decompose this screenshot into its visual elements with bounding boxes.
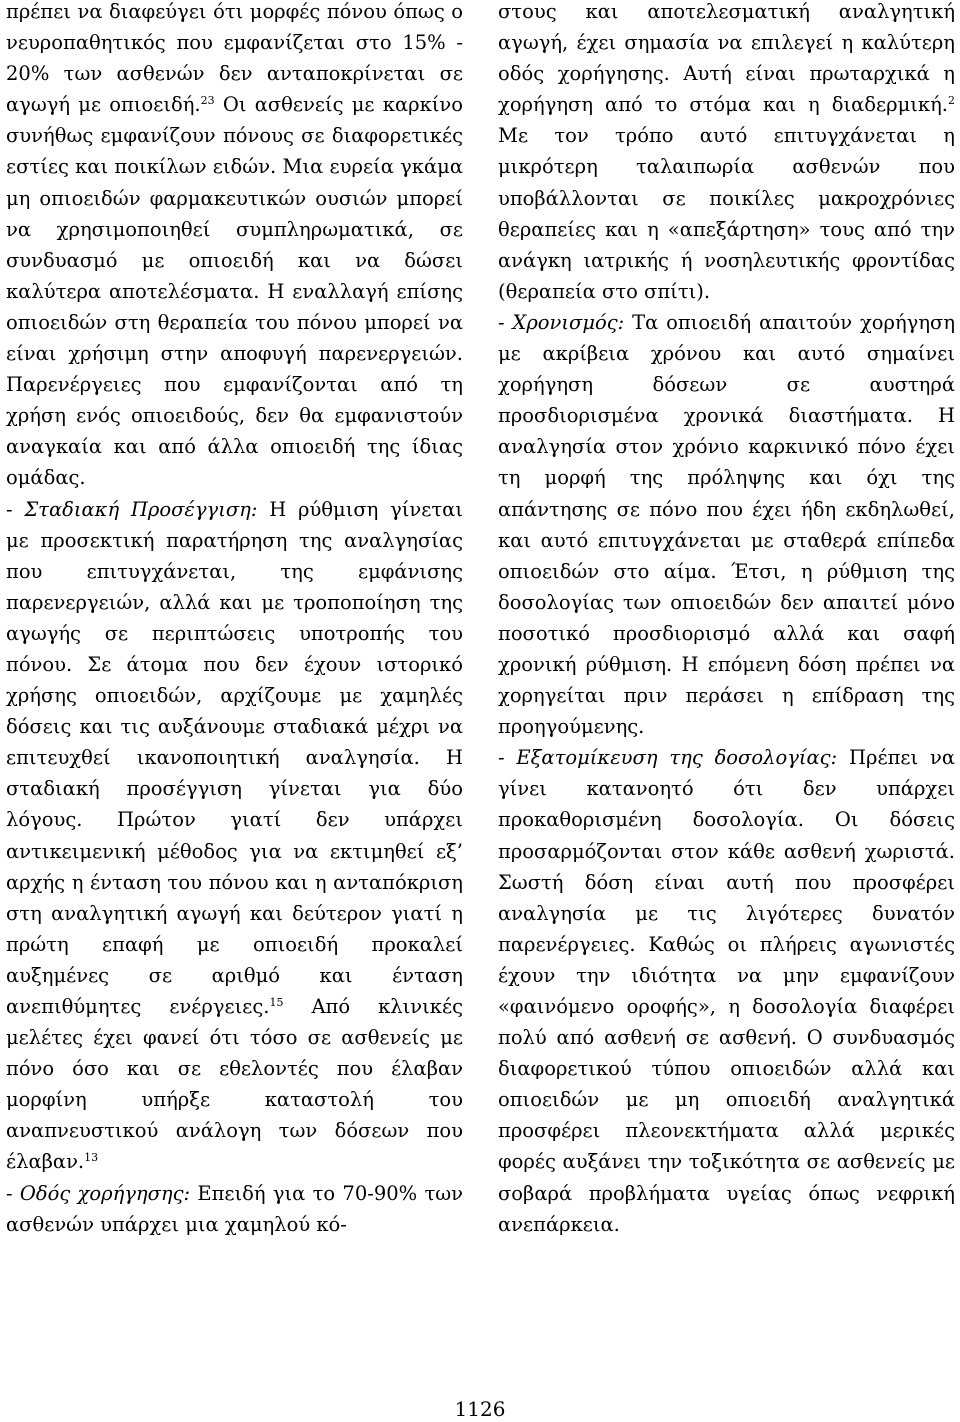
left-p2-text: Η ρύθμιση γίνεται με προσεκτική παρατήρηση της αναλγησίας που επιτυγχάνεται, της εμφάνισης παρενεργειών, αλλά και με τροποποίηση της αγωγής σε περιπτώσεις υποτροπής του πόνου. Σε άτομα που δεν έχουν ιστορικό χρήσης οπιοειδών, αρχίζουμε με χαμηλές δόσεις και τις αυξάνουμε σταδιακά μέχρι να επιτευχθεί ικανοποιητική αναλγησία. Η σταδιακή προσέγγιση γίνεται για δύο λόγους. Πρώτον γιατί δεν υπάρχει αντικειμενική μέθοδος για να εκτιμηθεί εξ’ αρχής η ένταση του πόνου και η ανταπόκριση στη αναλγητική αγωγή και δεύτερον γιατί η πρώτη επαφή με οπιοειδή προκαλεί αυξημένες σε αριθμό και ένταση ανεπιθύμητες ενέργειες. [6,497,463,1018]
left-p2-text-continued: Από κλινικές μελέτες έχει φανεί ότι τόσο σε ασθενείς με πόνο όσο και σε εθελοντές που έλαβαν μορφίνη υπήρξε καταστολή του αναπνευστικού ανάλογη των δόσεων που έλαβαν. [6,995,463,1174]
left-p1-text: πρέπει να διαφεύγει ότι μορφές πόνου όπως ο νευροπαθητικός που εμφανίζεται στο 15% - 20% των ασθενών δεν ανταποκρίνεται σε αγωγή με οπιοειδή. [6,0,463,117]
reference-15: 15 [269,996,284,1009]
right-column [498,0,955,1240]
left-paragraph-3 [6,1178,463,1240]
right-paragraph-1 [498,0,955,307]
section-label-gradual-approach: - Σταδιακή Προσέγγιση: [6,497,258,521]
reference-23: 23 [200,94,215,108]
left-p1-text-continued: Οι ασθενείς με καρκίνο συνήθως εμφανίζουν πόνους σε διαφορετικές εστίες και ποικίλων ειδών. Μια ευρεία γκάμα μη οπιοειδών φαρμακευτικών ουσιών μπορεί να χρησιμοποιηθεί συμπληρωματικά, σε συνδυασμό με οπιοειδή και να δώσει καλύτερα αποτελέσματα. Η εναλλαγή επίσης οπιοειδών στη θεραπεία του πόνου μπορεί να είναι χρήσιμη στην αποφυγή παρενεργειών. Παρενέργειες που εμφανίζονται από τη χρήση ενός οπιοειδούς, δεν θα εμφανιστούν αναγκαία και από άλλα οπιοειδή της ίδιας ομάδας. [6,93,464,490]
left-column [6,0,463,1240]
left-paragraph-2 [6,494,463,1178]
left-p3-text: Επειδή για το 70-90% των ασθενών υπάρχει μια χαμηλού κό- [6,1181,463,1236]
right-paragraph-3 [498,742,955,1240]
section-label-route: - Οδός χορήγησης: [6,1181,191,1205]
page-number: 1126 [454,1397,506,1421]
right-p2-text: Τα οπιοειδή απαιτούν χορήγηση με ακρίβεια χρόνου και αυτό σημαίνει χορήγηση δόσεων σε αυστηρά προσδιορισμένα χρονικά διαστήματα. Η αναλγησία στον χρόνιο καρκινικό πόνο έχει τη μορφή της πρόληψης και όχι της απάντησης σε πόνο που έχει ήδη εκδηλωθεί, και αυτό επιτυγχάνεται με σταθερά επίπεδα οπιοειδών στο αίμα. Έτσι, η ρύθμιση της δοσολογίας των οπιοειδών δεν απαιτεί μόνο ποσοτικό προσδιορισμό αλλά και σαφή χρονική ρύθμιση. Η επόμενη δόση πρέπει να χορηγείται πριν περάσει η επίδραση της προηγούμενης. [498,310,955,739]
right-p1-text: στους και αποτελεσματική αναλγητική αγωγή, έχει σημασία να επιλεγεί η καλύτερη οδός χορήγησης. Αυτή είναι πρωταρχικά η χορήγηση από το στόμα και η διαδερμική. [498,0,955,117]
right-p3-text: Πρέπει να γίνει κατανοητό ότι δεν υπάρχει προκαθορισμένη δοσολογία. Οι δόσεις προσαρμόζονται στον κάθε ασθενή χωριστά. Σωστή δόση είναι αυτή που προσφέρει αναλγησία με τις λιγότερες δυνατόν παρενέργειες. Καθώς οι πλήρεις αγωνιστές έχουν την ιδιότητα να μην εμφανίζουν «φαινόμενο οροφής», η δοσολογία διαφέρει πολύ από ασθενή σε ασθενή. Ο συνδυασμός διαφορετικού τύπου οπιοειδών αλλά και οπιοειδών με μη οπιοειδή αναλγητικά προσφέρει πλεονεκτήματα αλλά μερικές φορές αυξάνει την τοξικότητα σε ασθενείς με σοβαρά προβλήματα υγείας όπως νεφρική ανεπάρκεια. [498,746,955,1236]
section-label-timing: - Χρονισμός: [498,310,625,334]
reference-2: 2 [948,94,955,108]
left-paragraph-1 [6,0,463,494]
reference-13: 13 [84,1151,99,1165]
right-paragraph-2 [498,307,955,742]
section-label-individualization: - Εξατομίκευση της δοσολογίας: [498,746,838,770]
right-p1-text-continued: Με τον τρόπο αυτό επιτυγχάνεται η μικρότερη ταλαιπωρία ασθενών που υποβάλλονται σε ποικίλες μακροχρόνιες θεραπείες και η «απεξάρτηση» τους από την ανάγκη ιατρικής ή νοσηλευτικής φροντίδας (θεραπεία στο σπίτι). [498,124,955,303]
